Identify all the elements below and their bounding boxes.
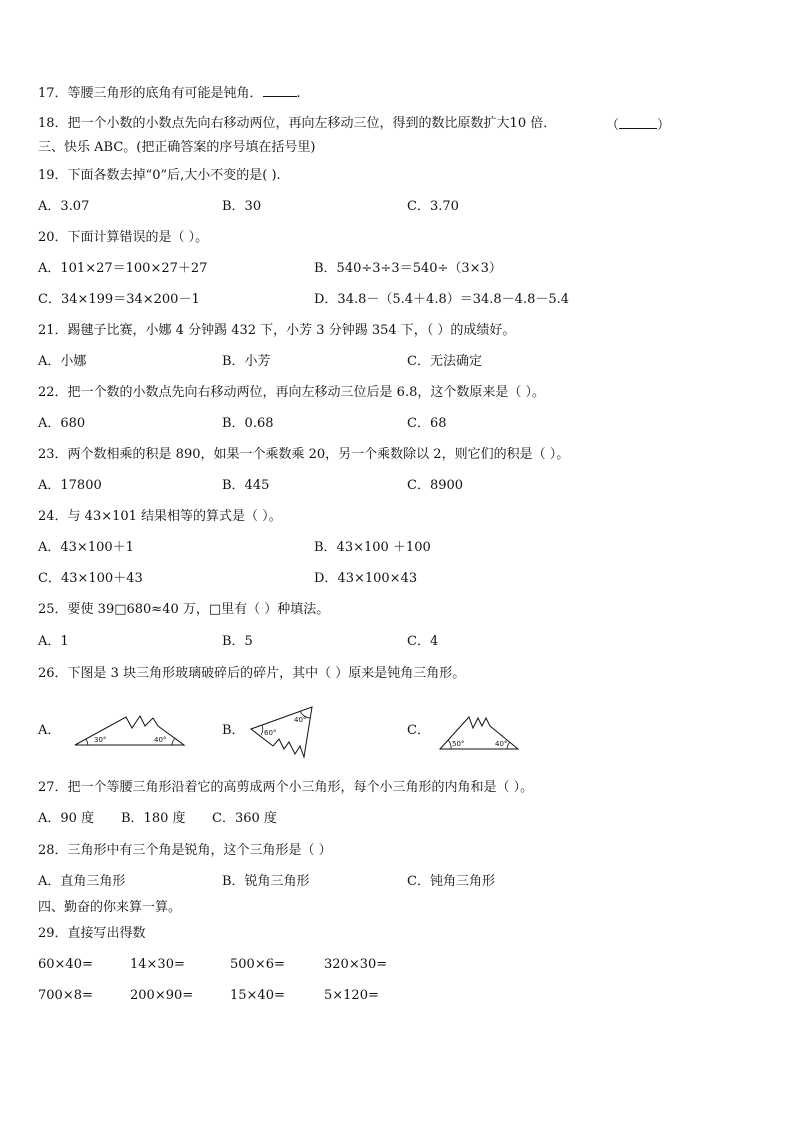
option-c[interactable]: C．360 度 <box>212 811 277 826</box>
option-a[interactable]: A．1 <box>38 634 69 649</box>
option-c[interactable]: C．68 <box>407 416 447 431</box>
question-25: 25．要使 39□680≈40 万，□里有（ ）种填法。 <box>38 602 330 617</box>
calc-item: 320×30= <box>324 957 388 972</box>
option-b[interactable]: B．540÷3÷3＝540÷（3×3） <box>314 261 502 276</box>
option-a[interactable]: A．3.07 <box>38 199 90 214</box>
calc-item: 60×40= <box>38 957 93 972</box>
calc-item: 700×8= <box>38 988 93 1003</box>
answer-blank[interactable] <box>619 115 657 129</box>
option-a[interactable]: A．17800 <box>38 478 102 493</box>
question-29: 29．直接写出得数 <box>38 926 146 941</box>
answer-blank[interactable] <box>263 83 297 97</box>
option-a[interactable]: A．直角三角形 <box>38 874 126 889</box>
angle-label: 50° <box>452 740 465 748</box>
calc-item: 14×30= <box>130 957 185 972</box>
option-b[interactable]: B． <box>222 723 245 738</box>
question-17 <box>38 83 301 103</box>
calc-item: 200×90= <box>130 988 194 1003</box>
triangle-fragment-c <box>438 712 520 752</box>
question-17-text: 17．等腰三角形的底角有可能是钝角． <box>38 86 263 101</box>
question-26: 26．下图是 3 块三角形玻璃破碎后的碎片，其中（ ）原来是钝角三角形。 <box>38 666 466 681</box>
option-b[interactable]: B．30 <box>222 199 262 214</box>
angle-label: 60° <box>264 729 277 737</box>
question-27: 27．把一个等腰三角形沿着它的高剪成两个小三角形，每个小三角形的内角和是（ ）。 <box>38 780 534 795</box>
option-a[interactable]: A．43×100＋1 <box>38 540 134 555</box>
option-a[interactable]: A．680 <box>38 416 86 431</box>
angle-label: 30° <box>94 736 107 744</box>
angle-label: 40° <box>154 736 167 744</box>
question-20: 20．下面计算错误的是（ ）。 <box>38 230 209 245</box>
question-23: 23．两个数相乘的积是 890，如果一个乘数乘 20，另一个乘数除以 2，则它们的积是（ ）。 <box>38 447 570 462</box>
question-18 <box>38 115 556 133</box>
question-17-tail: . <box>296 86 301 101</box>
option-c[interactable]: C．34×199＝34×200－1 <box>38 292 200 307</box>
angle-label: 40° <box>495 740 508 748</box>
triangle-fragment-a <box>74 710 186 748</box>
option-b[interactable]: B．锐角三角形 <box>222 874 310 889</box>
section-3-title: 三、快乐 ABC。(把正确答案的序号填在括号里) <box>38 140 316 155</box>
calc-item: 5×120= <box>324 988 379 1003</box>
option-b[interactable]: B．445 <box>222 478 270 493</box>
option-c[interactable]: C．3.70 <box>407 199 459 214</box>
option-c[interactable]: C．4 <box>407 634 439 649</box>
option-b[interactable]: B．180 度 <box>121 811 186 826</box>
question-18-text: 18．把一个小数的小数点先向右移动两位，再向左移动三位，得到的数比原数扩大10 倍． <box>38 116 557 131</box>
calc-item: 500×6= <box>230 957 285 972</box>
option-c[interactable]: C．8900 <box>407 478 464 493</box>
question-22: 22．把一个数的小数点先向右移动两位，再向左移动三位后是 6.8，这个数原来是（ ）。 <box>38 385 545 400</box>
option-a[interactable]: A． <box>38 723 61 738</box>
option-b[interactable]: B．43×100 ＋100 <box>314 540 431 555</box>
option-b[interactable]: B．5 <box>222 634 253 649</box>
section-4-title: 四、勤奋的你来算一算。 <box>38 900 182 915</box>
option-a[interactable]: A．101×27＝100×27＋27 <box>38 261 208 276</box>
option-d[interactable]: D．43×100×43 <box>314 571 418 586</box>
question-21: 21．踢毽子比赛，小娜 4 分钟踢 432 下，小芳 3 分钟踢 354 下，（ ）的成绩好。 <box>38 323 516 338</box>
option-d[interactable]: D．34.8－（5.4＋4.8）＝34.8－4.8－5.4 <box>314 292 570 307</box>
option-b[interactable]: B．0.68 <box>222 416 274 431</box>
calc-item: 15×40= <box>230 988 285 1003</box>
question-24: 24．与 43×101 结果相等的算式是（ ）。 <box>38 509 282 524</box>
question-28: 28．三角形中有三个角是锐角，这个三角形是（ ） <box>38 843 332 858</box>
option-c[interactable]: C． <box>407 723 430 738</box>
option-c[interactable]: C．无法确定 <box>407 354 482 369</box>
question-19: 19．下面各数去掉“0”后,大小不变的是( ). <box>38 168 281 183</box>
angle-label: 40° <box>294 716 307 724</box>
triangle-fragment-b <box>248 704 318 760</box>
option-c[interactable]: C．43×100＋43 <box>38 571 143 586</box>
question-18-answer: （ ） <box>606 115 670 135</box>
option-a[interactable]: A．小娜 <box>38 354 87 369</box>
option-c[interactable]: C．钝角三角形 <box>407 874 495 889</box>
option-a[interactable]: A．90 度 <box>38 811 95 826</box>
option-b[interactable]: B．小芳 <box>222 354 271 369</box>
